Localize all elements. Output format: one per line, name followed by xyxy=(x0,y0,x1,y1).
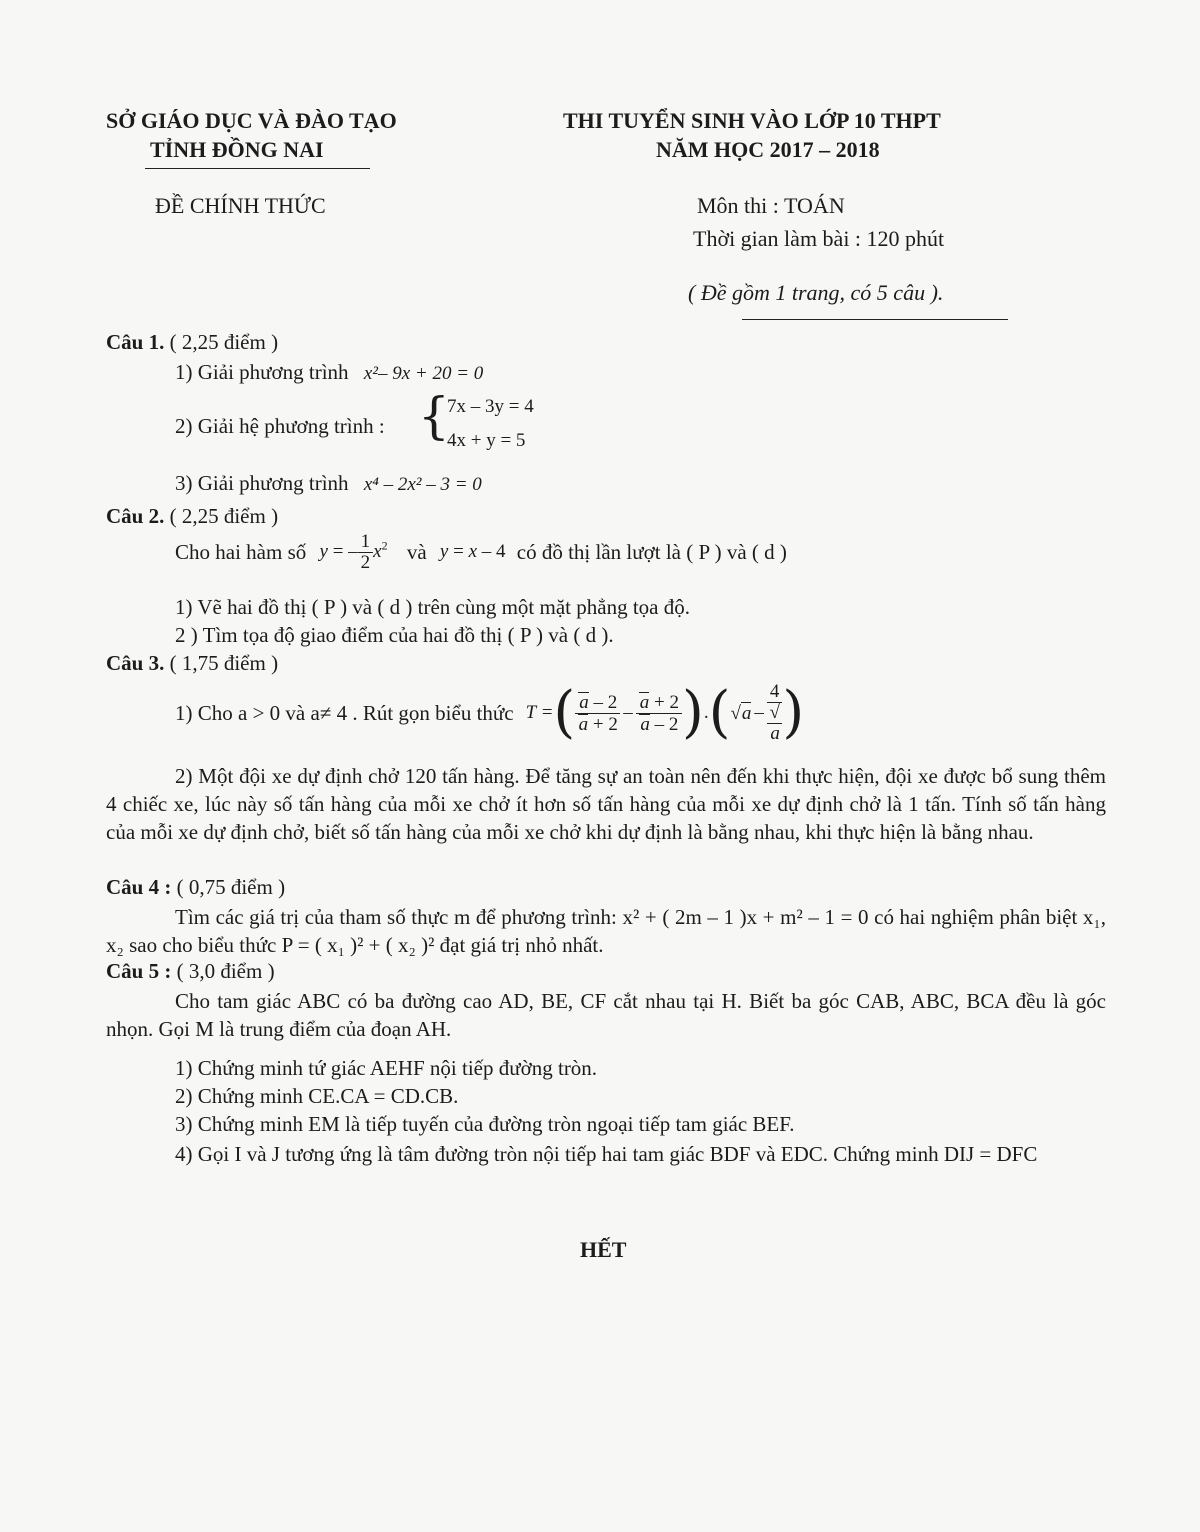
function-p-x2: $x^2$ xyxy=(373,539,388,563)
school-year: NĂM HỌC 2017 – 2018 xyxy=(656,137,880,162)
q2-part1: 1) Vẽ hai đồ thị ( P ) và ( d ) trên cùng một mặt phẳng tọa độ. xyxy=(175,595,690,619)
system-equation-1: 7x – 3y = 4 xyxy=(447,396,534,417)
q3-title: Câu 3. xyxy=(106,651,165,675)
q5-intro: Cho tam giác ABC có ba đường cao AD, BE, CF cắt nhau tại H. Biết ba góc CAB, ABC, BCA đều là góc nhọn. Gọi M là trung điểm của đoạn AH. xyxy=(106,989,1106,1041)
expression-t: T = xyxy=(525,702,554,723)
q5-points: ( 3,0 điểm ) xyxy=(171,959,275,983)
q2-intro-c: có đồ thị lần lượt là ( P ) và ( d ) xyxy=(516,539,787,564)
open-paren-icon: ( xyxy=(553,680,576,745)
q4-text: Tìm các giá trị của tham số thực m để phương trình: x² + ( 2m – 1 )x + m² – 1 = 0 có hai nghiệm phân biệt x₁, x₂ sao cho biểu thức P = ( x₁ )² + ( x₂ )² đạt giá trị nhỏ nhất. xyxy=(106,905,1106,957)
q5-part3: 3) Chứng minh EM là tiếp tuyến của đường tròn ngoại tiếp tam giác BEF. xyxy=(175,1112,795,1136)
q2-title: Câu 2. xyxy=(106,504,165,528)
q3-part1 xyxy=(175,678,804,748)
duration-label: Thời gian làm bài : 120 phút xyxy=(693,226,945,251)
q1-part3-text: 3) Giải phương trình xyxy=(175,471,349,495)
q3-part2: 2) Một đội xe dự định chở 120 tấn hàng. Để tăng sự an toàn nên đến khi thực hiện, đội xe được bổ sung thêm 4 chiếc xe, lúc này số tấn hàng của mỗi xe chở ít hơn số tấn hàng của mỗi xe dự định chở là 1 tấn. Tính số tấn hàng của mỗi xe dự định chở, biết số tấn hàng của mỗi xe chở khi dự định là bằng nhau, khi thực hiện là bằng nhau. xyxy=(106,764,1106,844)
official-label: ĐỀ CHÍNH THỨC xyxy=(155,193,326,218)
fraction-3: 4 √ a xyxy=(767,682,783,744)
subject-label: Môn thi : TOÁN xyxy=(697,193,845,218)
q2-intro-b: và xyxy=(406,539,427,564)
department-name: SỞ GIÁO DỤC VÀ ĐÀO TẠO xyxy=(106,108,397,133)
q2-heading xyxy=(106,504,278,529)
function-d: y = x – 4 xyxy=(439,541,506,563)
minus-sign: – xyxy=(623,702,633,723)
q1-points: ( 2,25 điểm ) xyxy=(164,330,279,354)
q3-heading xyxy=(106,651,278,676)
q5-heading xyxy=(106,959,275,984)
q1-title: Câu 1. xyxy=(106,330,165,354)
q1-part3-equation: x⁴ – 2x² – 3 = 0 xyxy=(363,474,482,495)
fraction-2: $\frac{a + 2}{a - 2}$ xyxy=(636,692,682,735)
close-paren-2-icon: ) xyxy=(782,680,805,745)
fraction-1: $\frac{a - 2}{a + 2}$ xyxy=(575,692,620,735)
q3-points: ( 1,75 điểm ) xyxy=(164,651,279,675)
q4-title: Câu 4 : xyxy=(106,875,172,899)
system-equation-2: 4x + y = 5 xyxy=(447,430,526,451)
q1-part1-equation: x²– 9x + 20 = 0 xyxy=(363,363,484,384)
q2-intro xyxy=(175,532,787,573)
fraction-half: $\frac{1}{2}$ xyxy=(358,532,374,573)
q1-part3 xyxy=(175,471,482,496)
q3-part1-text: 1) Cho a > 0 và a≠ 4 . Rút gọn biểu thức xyxy=(175,700,514,725)
header-underline-right xyxy=(742,319,1008,320)
q2-intro-a: Cho hai hàm số xyxy=(175,539,307,564)
province-name: TỈNH ĐỒNG NAI xyxy=(150,137,324,162)
exam-title: THI TUYỂN SINH VÀO LỚP 10 THPT xyxy=(563,108,941,133)
q2-part2: 2 ) Tìm tọa độ giao điểm của hai đồ thị ( P ) và ( d ). xyxy=(175,623,614,647)
header-underline-left xyxy=(145,168,370,169)
q1-part1-text: 1) Giải phương trình xyxy=(175,360,349,384)
minus-sign-2: – xyxy=(754,702,764,723)
q5-part1: 1) Chứng minh tứ giác AEHF nội tiếp đường tròn. xyxy=(175,1056,598,1080)
q5-part2: 2) Chứng minh CE.CA = CD.CB. xyxy=(175,1084,459,1108)
function-p: y = – xyxy=(319,541,358,563)
q2-points: ( 2,25 điểm ) xyxy=(164,504,279,528)
q1-part1 xyxy=(175,360,483,385)
page-note: ( Đề gồm 1 trang, có 5 câu ). xyxy=(688,280,944,305)
dot-sign: . xyxy=(703,702,709,723)
close-paren-icon: ) xyxy=(682,680,704,745)
q4-heading xyxy=(106,875,285,900)
q5-title: Câu 5 : xyxy=(106,959,172,983)
sqrt-a: √a xyxy=(730,702,752,724)
q4-points: ( 0,75 điểm ) xyxy=(171,875,286,899)
q1-part2-text: 2) Giải hệ phương trình : xyxy=(175,414,385,438)
end-marker: HẾT xyxy=(580,1237,627,1262)
q5-part4: 4) Gọi I và J tương ứng là tâm đường tròn nội tiếp hai tam giác BDF và EDC. Chứng minh DIJ = DFC xyxy=(175,1142,1038,1166)
open-paren-2-icon: ( xyxy=(708,680,731,745)
system-brace-icon: { xyxy=(418,387,450,445)
q1-heading xyxy=(106,330,278,355)
